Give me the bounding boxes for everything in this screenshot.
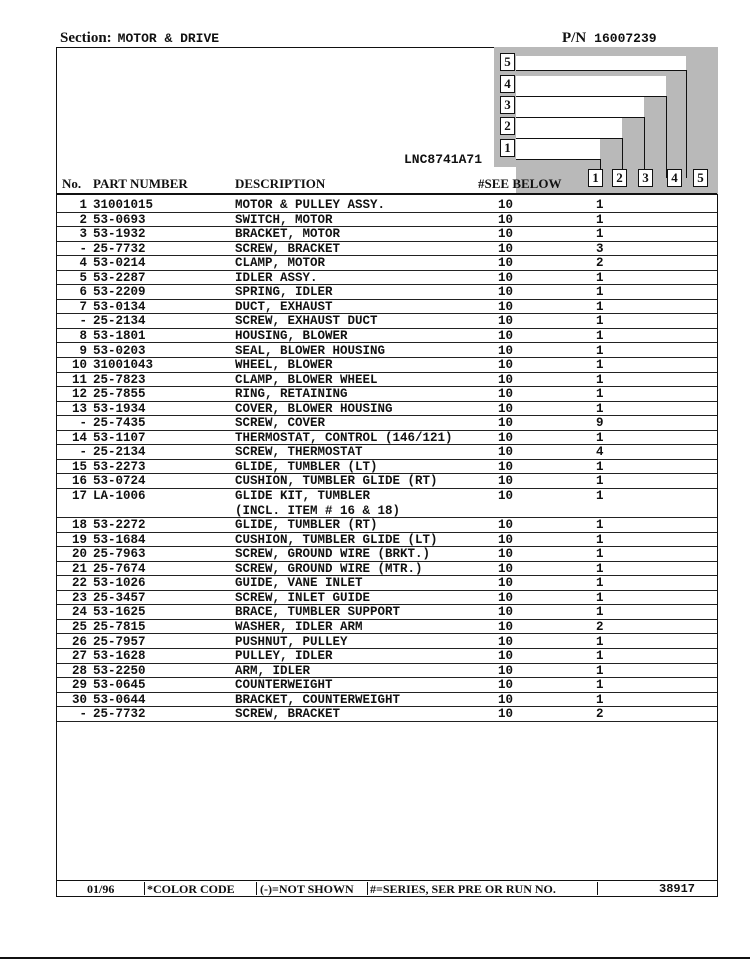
item-number: 29 xyxy=(71,678,87,693)
series-value: 10 xyxy=(498,328,514,343)
series-value: 10 xyxy=(498,474,514,489)
part-description: WASHER, IDLER ARM xyxy=(235,619,363,634)
part-number-heading xyxy=(562,30,657,47)
parts-row-continuation xyxy=(57,504,717,519)
col-header-no: No. xyxy=(62,176,82,191)
part-number: 53-1107 xyxy=(93,430,146,445)
diagram-code: LNC8741A71 xyxy=(404,152,483,167)
col-header-part-number: PART NUMBER xyxy=(93,176,188,191)
footer-color-code: *COLOR CODE xyxy=(147,882,235,896)
item-number: 1 xyxy=(79,198,87,212)
part-number: 25-7815 xyxy=(93,619,146,634)
item-number: 19 xyxy=(71,532,87,547)
parts-row xyxy=(57,402,717,417)
item-number: - xyxy=(79,707,87,722)
quantity-value: 1 xyxy=(596,518,604,533)
quantity-value: 1 xyxy=(596,227,604,242)
series-key-box: 1 xyxy=(500,139,515,157)
part-description: SCREW, GROUND WIRE (MTR.) xyxy=(235,561,423,576)
quantity-value: 1 xyxy=(596,605,604,620)
series-value: 10 xyxy=(498,590,514,605)
item-number: 9 xyxy=(79,343,87,358)
part-description: CUSHION, TUMBLER GLIDE (RT) xyxy=(235,474,438,489)
parts-row xyxy=(57,474,717,489)
series-value: 10 xyxy=(498,416,514,431)
quantity-value: 2 xyxy=(596,707,604,722)
section-heading xyxy=(60,30,219,47)
parts-row xyxy=(57,431,717,446)
series-value: 10 xyxy=(498,241,514,256)
quantity-value: 1 xyxy=(596,663,604,678)
part-number: 25-7674 xyxy=(93,561,146,576)
item-number: 22 xyxy=(71,576,87,591)
part-description: CLAMP, MOTOR xyxy=(235,256,326,271)
quantity-value: 1 xyxy=(596,576,604,591)
header-rule xyxy=(57,193,717,195)
parts-row xyxy=(57,271,717,286)
pn-value: 16007239 xyxy=(594,31,657,46)
parts-row xyxy=(57,213,717,228)
quantity-value: 1 xyxy=(596,212,604,227)
quantity-value: 4 xyxy=(596,445,604,460)
parts-row xyxy=(57,605,717,620)
series-value: 10 xyxy=(498,619,514,634)
part-number: 25-7823 xyxy=(93,372,146,387)
series-value: 10 xyxy=(498,707,514,722)
series-value: 10 xyxy=(498,227,514,242)
item-number: 26 xyxy=(71,634,87,649)
quantity-value: 1 xyxy=(596,358,604,373)
parts-row xyxy=(57,707,717,722)
series-value: 10 xyxy=(498,649,514,664)
item-number: - xyxy=(79,241,87,256)
footer-series-note: #=SERIES, SER PRE OR RUN NO. xyxy=(370,882,556,896)
part-description: SEAL, BLOWER HOUSING xyxy=(235,343,386,358)
series-value: 10 xyxy=(498,532,514,547)
parts-row xyxy=(57,358,717,373)
item-number: - xyxy=(79,314,87,329)
parts-row xyxy=(57,649,717,664)
part-number: 53-0134 xyxy=(93,299,146,314)
col-header-description: DESCRIPTION xyxy=(235,176,326,191)
part-description: BRACKET, COUNTERWEIGHT xyxy=(235,692,401,707)
parts-row xyxy=(57,664,717,679)
parts-row xyxy=(57,387,717,402)
series-value: 10 xyxy=(498,270,514,285)
series-key-box: 4 xyxy=(500,75,515,93)
series-value: 10 xyxy=(498,692,514,707)
item-number: 15 xyxy=(71,459,87,474)
item-number: 27 xyxy=(71,649,87,664)
part-description: SCREW, GROUND WIRE (BRKT.) xyxy=(235,547,431,562)
part-description: CUSHION, TUMBLER GLIDE (LT) xyxy=(235,532,438,547)
item-number: 5 xyxy=(79,270,87,285)
quantity-value: 1 xyxy=(596,270,604,285)
part-description: CLAMP, BLOWER WHEEL xyxy=(235,372,378,387)
quantity-value: 1 xyxy=(596,634,604,649)
quantity-value: 1 xyxy=(596,692,604,707)
series-key-box: 5 xyxy=(500,53,515,71)
parts-row xyxy=(57,373,717,388)
item-number: 25 xyxy=(71,619,87,634)
part-number: LA-1006 xyxy=(93,489,146,503)
quantity-value: 1 xyxy=(596,489,604,503)
part-number: 53-1628 xyxy=(93,649,146,664)
series-col-box: 5 xyxy=(693,169,708,187)
series-col-box: 3 xyxy=(638,169,653,187)
series-value: 10 xyxy=(498,299,514,314)
part-description: SCREW, COVER xyxy=(235,416,326,431)
part-number: 25-2134 xyxy=(93,314,146,329)
parts-row xyxy=(57,242,717,257)
item-number: 6 xyxy=(79,285,87,300)
part-number: 53-0693 xyxy=(93,212,146,227)
part-number: 53-0214 xyxy=(93,256,146,271)
part-number: 53-0645 xyxy=(93,678,146,693)
part-number: 53-2272 xyxy=(93,518,146,533)
parts-row xyxy=(57,416,717,431)
parts-row xyxy=(57,445,717,460)
series-value: 10 xyxy=(498,401,514,416)
quantity-value: 1 xyxy=(596,299,604,314)
parts-row xyxy=(57,533,717,548)
series-value: 10 xyxy=(498,489,514,503)
parts-row xyxy=(57,489,717,504)
col-header-series: #SEE BELOW xyxy=(478,176,562,191)
footer-date: 01/96 xyxy=(87,882,115,896)
item-number: 30 xyxy=(71,692,87,707)
series-value: 10 xyxy=(498,372,514,387)
parts-row xyxy=(57,620,717,635)
page-bottom-rule xyxy=(0,957,750,959)
series-col-box: 2 xyxy=(612,169,627,187)
item-number: 7 xyxy=(79,299,87,314)
item-number: 11 xyxy=(71,372,87,387)
item-number: 14 xyxy=(71,430,87,445)
item-number: 4 xyxy=(79,256,87,271)
part-number: 31001015 xyxy=(93,198,154,212)
part-description: HOUSING, BLOWER xyxy=(235,328,348,343)
part-description: SCREW, BRACKET xyxy=(235,707,341,722)
item-number: 3 xyxy=(79,227,87,242)
quantity-value: 2 xyxy=(596,619,604,634)
part-description: IDLER ASSY. xyxy=(235,270,318,285)
parts-row xyxy=(57,635,717,650)
parts-row xyxy=(57,285,717,300)
parts-row xyxy=(57,591,717,606)
part-number: 53-2287 xyxy=(93,270,146,285)
item-number: 12 xyxy=(71,387,87,402)
parts-row xyxy=(57,460,717,475)
item-number: 2 xyxy=(79,212,87,227)
quantity-value: 1 xyxy=(596,198,604,212)
part-number: 25-3457 xyxy=(93,590,146,605)
series-value: 10 xyxy=(498,605,514,620)
parts-row xyxy=(57,518,717,533)
part-number: 25-7732 xyxy=(93,241,146,256)
part-description: GLIDE KIT, TUMBLER xyxy=(235,489,371,503)
item-number: 8 xyxy=(79,328,87,343)
part-description-note: (INCL. ITEM # 16 & 18) xyxy=(235,503,401,518)
item-number: - xyxy=(79,445,87,460)
quantity-value: 1 xyxy=(596,459,604,474)
section-label: Section: xyxy=(60,30,112,46)
part-description: RING, RETAINING xyxy=(235,387,348,402)
footer-not-shown: (-)=NOT SHOWN xyxy=(260,882,354,896)
quantity-value: 1 xyxy=(596,343,604,358)
part-description: WHEEL, BLOWER xyxy=(235,358,333,373)
part-number: 53-2273 xyxy=(93,459,146,474)
part-number: 25-2134 xyxy=(93,445,146,460)
quantity-value: 1 xyxy=(596,401,604,416)
series-key-box: 2 xyxy=(500,117,515,135)
part-description: DUCT, EXHAUST xyxy=(235,299,333,314)
quantity-value: 2 xyxy=(596,256,604,271)
series-col-box: 4 xyxy=(667,169,682,187)
section-value: MOTOR & DRIVE xyxy=(117,31,220,46)
series-value: 10 xyxy=(498,576,514,591)
quantity-value: 9 xyxy=(596,416,604,431)
quantity-value: 1 xyxy=(596,649,604,664)
part-number: 53-2250 xyxy=(93,663,146,678)
series-value: 10 xyxy=(498,256,514,271)
part-number: 53-1932 xyxy=(93,227,146,242)
parts-row xyxy=(57,256,717,271)
item-number: 13 xyxy=(71,401,87,416)
series-value: 10 xyxy=(498,430,514,445)
series-value: 10 xyxy=(498,445,514,460)
part-description: GUIDE, VANE INLET xyxy=(235,576,363,591)
quantity-value: 1 xyxy=(596,387,604,402)
item-number: 18 xyxy=(71,518,87,533)
quantity-value: 1 xyxy=(596,474,604,489)
part-description: SCREW, THERMOSTAT xyxy=(235,445,363,460)
part-description: ARM, IDLER xyxy=(235,663,311,678)
part-description: GLIDE, TUMBLER (LT) xyxy=(235,459,378,474)
quantity-value: 3 xyxy=(596,241,604,256)
part-number: 25-7435 xyxy=(93,416,146,431)
series-value: 10 xyxy=(498,343,514,358)
parts-row xyxy=(57,300,717,315)
part-number: 25-7957 xyxy=(93,634,146,649)
pn-label: P/N xyxy=(562,30,587,46)
quantity-value: 1 xyxy=(596,561,604,576)
parts-row xyxy=(57,314,717,329)
part-number: 53-0724 xyxy=(93,474,146,489)
part-number: 25-7732 xyxy=(93,707,146,722)
series-value: 10 xyxy=(498,285,514,300)
quantity-value: 1 xyxy=(596,285,604,300)
part-number: 53-1026 xyxy=(93,576,146,591)
part-description: SCREW, EXHAUST DUCT xyxy=(235,314,378,329)
series-value: 10 xyxy=(498,663,514,678)
parts-row xyxy=(57,227,717,242)
part-description: PULLEY, IDLER xyxy=(235,649,333,664)
part-number: 53-1801 xyxy=(93,328,146,343)
series-value: 10 xyxy=(498,358,514,373)
series-value: 10 xyxy=(498,198,514,212)
item-number: - xyxy=(79,416,87,431)
part-number: 53-2209 xyxy=(93,285,146,300)
item-number: 24 xyxy=(71,605,87,620)
quantity-value: 1 xyxy=(596,372,604,387)
part-description: COVER, BLOWER HOUSING xyxy=(235,401,393,416)
parts-row xyxy=(57,547,717,562)
quantity-value: 1 xyxy=(596,328,604,343)
part-description: GLIDE, TUMBLER (RT) xyxy=(235,518,378,533)
part-description: BRACKET, MOTOR xyxy=(235,227,341,242)
page-footer xyxy=(57,880,717,896)
part-number: 53-0644 xyxy=(93,692,146,707)
part-description: SCREW, INLET GUIDE xyxy=(235,590,371,605)
item-number: 28 xyxy=(71,663,87,678)
parts-row xyxy=(57,344,717,359)
series-value: 10 xyxy=(498,459,514,474)
parts-row xyxy=(57,198,717,213)
part-number: 53-1684 xyxy=(93,532,146,547)
series-value: 10 xyxy=(498,547,514,562)
part-number: 53-1934 xyxy=(93,401,146,416)
part-number: 53-1625 xyxy=(93,605,146,620)
quantity-value: 1 xyxy=(596,547,604,562)
series-value: 10 xyxy=(498,518,514,533)
part-description: MOTOR & PULLEY ASSY. xyxy=(235,198,386,212)
parts-row xyxy=(57,329,717,344)
part-description: SCREW, BRACKET xyxy=(235,241,341,256)
part-description: SWITCH, MOTOR xyxy=(235,212,333,227)
quantity-value: 1 xyxy=(596,430,604,445)
series-value: 10 xyxy=(498,561,514,576)
part-description: BRACE, TUMBLER SUPPORT xyxy=(235,605,401,620)
part-number: 31001043 xyxy=(93,358,154,373)
series-key-box: 3 xyxy=(500,96,515,114)
parts-row xyxy=(57,678,717,693)
item-number: 10 xyxy=(71,358,87,373)
quantity-value: 1 xyxy=(596,590,604,605)
parts-row xyxy=(57,576,717,591)
part-description: PUSHNUT, PULLEY xyxy=(235,634,348,649)
part-description: COUNTERWEIGHT xyxy=(235,678,333,693)
series-value: 10 xyxy=(498,212,514,227)
item-number: 17 xyxy=(71,489,87,503)
series-value: 10 xyxy=(498,314,514,329)
parts-row xyxy=(57,693,717,708)
part-number: 25-7963 xyxy=(93,547,146,562)
part-description: SPRING, IDLER xyxy=(235,285,333,300)
item-number: 16 xyxy=(71,474,87,489)
item-number: 20 xyxy=(71,547,87,562)
quantity-value: 1 xyxy=(596,678,604,693)
quantity-value: 1 xyxy=(596,532,604,547)
series-value: 10 xyxy=(498,678,514,693)
item-number: 23 xyxy=(71,590,87,605)
quantity-value: 1 xyxy=(596,314,604,329)
item-number: 21 xyxy=(71,561,87,576)
series-value: 10 xyxy=(498,634,514,649)
series-value: 10 xyxy=(498,387,514,402)
parts-row xyxy=(57,562,717,577)
part-number: 53-0203 xyxy=(93,343,146,358)
series-col-box: 1 xyxy=(588,169,603,187)
footer-page-number: 38917 xyxy=(659,882,696,896)
part-number: 25-7855 xyxy=(93,387,146,402)
part-description: THERMOSTAT, CONTROL (146/121) xyxy=(235,430,453,445)
